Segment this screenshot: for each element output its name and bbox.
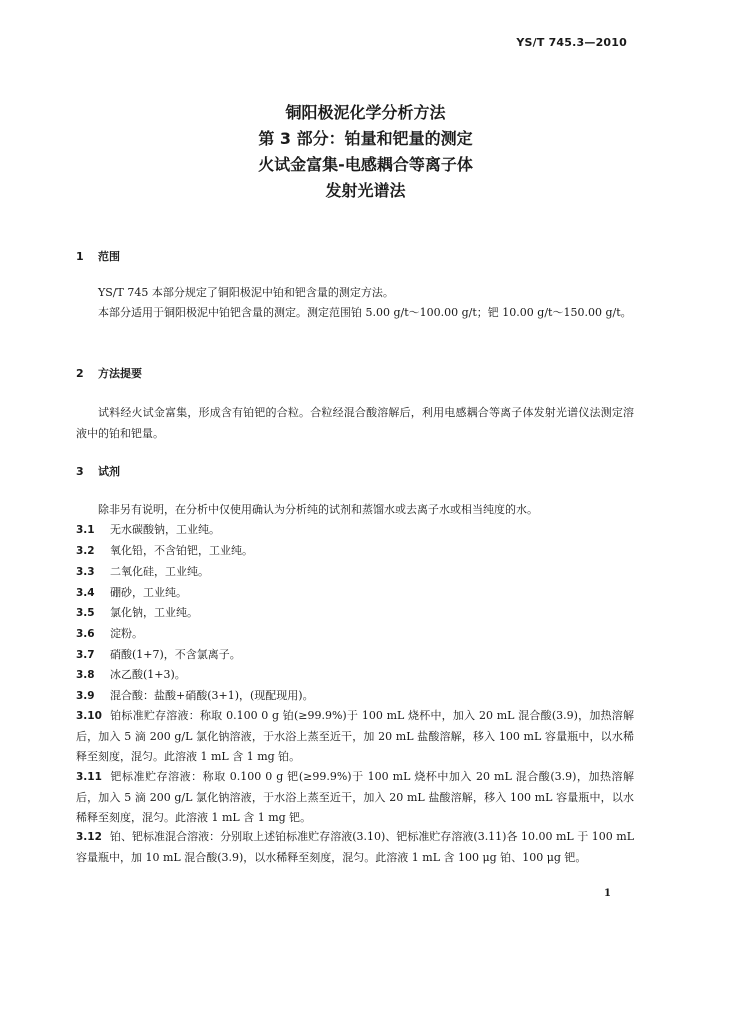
title-line: 火试金富集-电感耦合等离子体 xyxy=(258,155,473,174)
list-item xyxy=(76,645,634,666)
item-number: 3.4 xyxy=(76,587,95,599)
paragraph: 试料经火试金富集，形成含有铂钯的合粒。合粒经混合酸溶解后，利用电感耦合等离子体发射光谱仪法测定溶液中的铂和钯量。 xyxy=(76,406,634,440)
item-text: 混合酸：盐酸+硝酸(3+1)，(现配现用)。 xyxy=(110,689,314,702)
list-item xyxy=(76,541,634,562)
item-text: 钯标准贮存溶液：称取 0.100 0 g 钯(≥99.9%)于 100 mL 烧杯中加入 20 mL 混合酸(3.9)，加热溶解后，加入 5 滴 200 g/L 氯化钠溶液，于水浴上蒸至近干，加入 20 mL 盐酸溶解，移入 100 mL 容量瓶中，以水稀释至刻度，混匀。此溶液 1 mL 含 1 mg 钯。 xyxy=(76,770,634,824)
section-heading-method-summary xyxy=(76,365,142,381)
section-heading-scope xyxy=(76,248,120,264)
list-item xyxy=(76,624,634,645)
section-title: 试剂 xyxy=(98,465,120,478)
list-item xyxy=(76,603,634,624)
list-item xyxy=(76,686,634,707)
item-text: 氯化钠，工业纯。 xyxy=(110,606,198,619)
item-number: 3.9 xyxy=(76,690,95,702)
item-text: 氧化铅，不含铂钯，工业纯。 xyxy=(110,544,253,557)
item-text: 铂、钯标准混合溶液：分别取上述铂标准贮存溶液(3.10)、钯标准贮存溶液(3.11)各 10.00 mL 于 100 mL 容量瓶中，加 10 mL 混合酸(3.9)，以水稀释至刻度，混匀。此溶液 1 mL 含 100 μg 铂、100 μg 钯。 xyxy=(76,830,634,864)
list-item xyxy=(76,706,634,768)
item-number: 3.2 xyxy=(76,545,95,557)
list-item xyxy=(76,562,634,583)
item-number: 3.11 xyxy=(76,771,102,783)
list-item xyxy=(76,767,634,829)
section-number: 3 xyxy=(76,465,84,478)
item-number: 3.7 xyxy=(76,649,95,661)
item-text: 无水碳酸钠，工业纯。 xyxy=(110,523,220,536)
section-heading-reagents xyxy=(76,463,120,479)
document-title xyxy=(0,100,731,204)
title-line: 第 3 部分：铂量和钯量的测定 xyxy=(258,129,473,148)
item-number: 3.12 xyxy=(76,831,102,843)
title-line: 发射光谱法 xyxy=(325,181,406,200)
list-item xyxy=(76,583,634,604)
section-number: 2 xyxy=(76,367,84,380)
paragraph: 本部分适用于铜阳极泥中铂钯含量的测定。测定范围铂 5.00 g/t～100.00 g/t；钯 10.00 g/t～150.00 g/t。 xyxy=(98,306,632,319)
section-number: 1 xyxy=(76,250,84,263)
list-item xyxy=(76,520,634,541)
title-line: 铜阳极泥化学分析方法 xyxy=(285,103,446,122)
paragraph: YS/T 745 本部分规定了铜阳极泥中铂和钯含量的测定方法。 xyxy=(98,286,394,299)
paragraph: 除非另有说明，在分析中仅使用确认为分析纯的试剂和蒸馏水或去离子水或相当纯度的水。 xyxy=(98,503,538,516)
item-text: 淀粉。 xyxy=(110,627,143,640)
item-text: 二氧化硅，工业纯。 xyxy=(110,565,209,578)
item-text: 硼砂，工业纯。 xyxy=(110,586,187,599)
section-title: 范围 xyxy=(98,250,120,263)
list-item xyxy=(76,827,634,868)
item-text: 硝酸(1+7)，不含氯离子。 xyxy=(110,648,241,661)
section-title: 方法提要 xyxy=(98,367,142,380)
item-number: 3.6 xyxy=(76,628,95,640)
item-number: 3.10 xyxy=(76,710,102,722)
item-text: 铂标准贮存溶液：称取 0.100 0 g 铂(≥99.9%)于 100 mL 烧杯中，加入 20 mL 混合酸(3.9)，加热溶解后，加入 5 滴 200 g/L 氯化钠溶液，于水浴上蒸至近干，加 20 mL 盐酸溶解，移入 100 mL 容量瓶中，以水稀释至刻度，混匀。此溶液 1 mL 含 1 mg 铂。 xyxy=(76,709,634,763)
page-number: 1 xyxy=(604,888,611,899)
item-number: 3.1 xyxy=(76,524,95,536)
item-number: 3.8 xyxy=(76,669,95,681)
item-text: 冰乙酸(1+3)。 xyxy=(110,668,186,681)
item-number: 3.5 xyxy=(76,607,95,619)
list-item xyxy=(76,665,634,686)
standard-code: YS/T 745.3—2010 xyxy=(516,36,627,49)
item-number: 3.3 xyxy=(76,566,95,578)
